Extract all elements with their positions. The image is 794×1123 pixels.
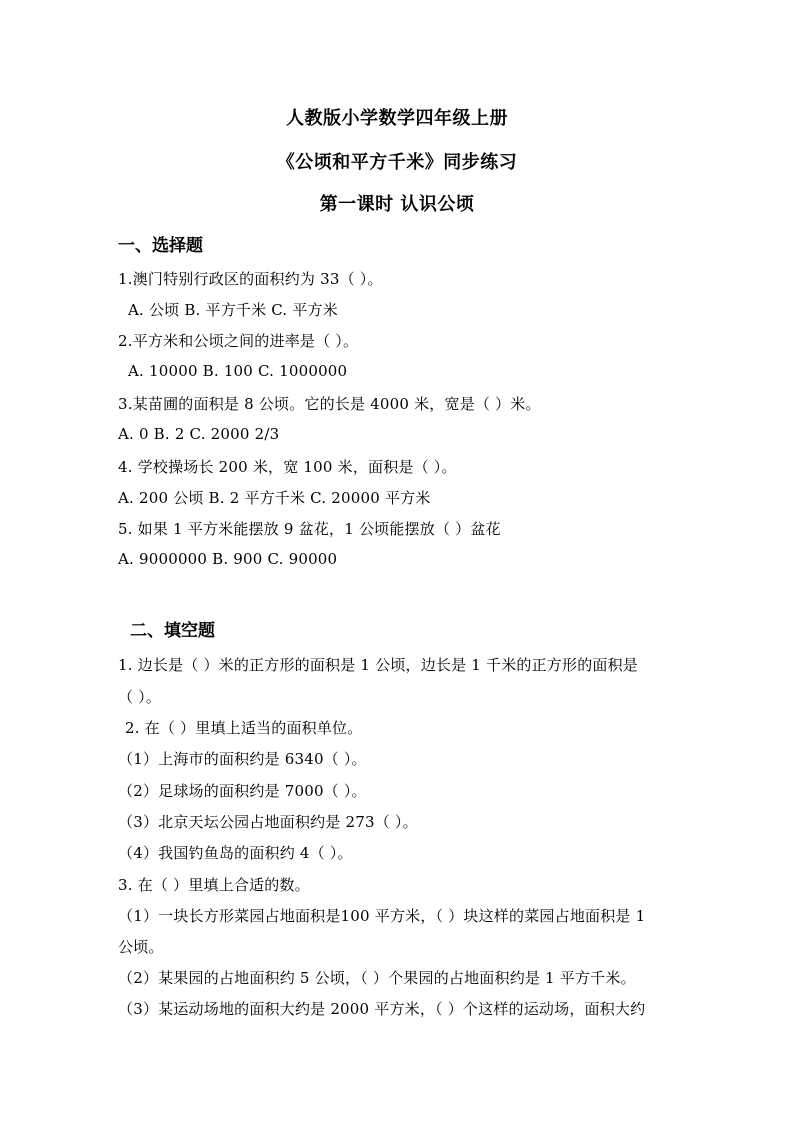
fill-line: 公顷。 (118, 938, 164, 956)
fill-line: （1）上海市的面积约是 6340（ ）。 (118, 750, 367, 768)
options-1: A. 公顷 B. 平方千米 C. 平方米 (128, 301, 338, 319)
fill-line: （1）一块长方形菜园占地面积是100 平方米，（ ）块这样的菜园占地面积是 1 (118, 907, 646, 925)
document-subtitle: 《公顷和平方千米》同步练习 (276, 152, 518, 173)
options-5: A. 9000000 B. 900 C. 90000 (118, 550, 338, 568)
fill-line: （3）某运动场地的面积大约是 2000 平方米，（ ）个这样的运动场，面积大约 (118, 1000, 646, 1018)
fill-line: （2）足球场的面积约是 7000（ ）。 (118, 782, 367, 800)
question-2: 2.平方米和公顷之间的进率是（ ）。 (118, 332, 359, 350)
fill-line: 3. 在（ ）里填上合适的数。 (118, 876, 310, 894)
question-1: 1.澳门特别行政区的面积约为 33（ ）。 (118, 270, 383, 288)
section-heading-choice: 一、选择题 (118, 236, 203, 256)
question-3: 3.某苗圃的面积是 8 公顷。它的长是 4000 米，宽是（ ）米。 (118, 395, 541, 413)
options-4: A. 200 公顷 B. 2 平方千米 C. 20000 平方米 (118, 489, 431, 507)
question-4: 4. 学校操场长 200 米，宽 100 米，面积是（ ）。 (118, 458, 457, 476)
lesson-title: 第一课时 认识公顷 (319, 194, 475, 215)
options-2: A. 10000 B. 100 C. 1000000 (128, 362, 348, 380)
document-title: 人教版小学数学四年级上册 (286, 108, 508, 129)
question-5: 5. 如果 1 平方米能摆放 9 盆花，1 公顷能摆放（ ）盆花 (118, 520, 501, 538)
fill-line: （4）我国钓鱼岛的面积约 4（ ）。 (118, 844, 353, 862)
options-3: A. 0 B. 2 C. 2000 2/3 (118, 425, 280, 443)
fill-line: 1. 边长是（ ）米的正方形的面积是 1 公顷，边长是 1 千米的正方形的面积是 (118, 656, 639, 674)
fill-line: （2）某果园的占地面积约 5 公顷，（ ）个果园的占地面积约是 1 平方千米。 (118, 969, 636, 987)
fill-line: （3）北京天坛公园占地面积约是 273（ ）。 (118, 813, 418, 831)
section-heading-fill: 二、填空题 (130, 621, 215, 641)
fill-line: 2. 在（ ）里填上适当的面积单位。 (125, 719, 363, 737)
fill-line: （ ）。 (118, 688, 162, 706)
